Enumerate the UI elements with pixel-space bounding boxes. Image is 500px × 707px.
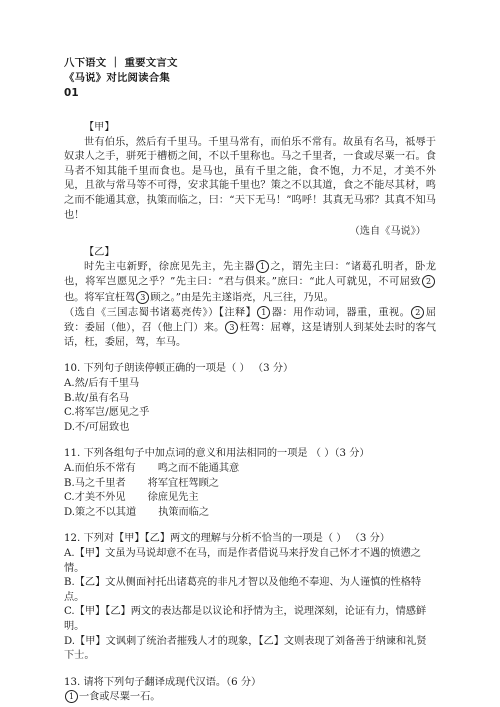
yi-text-1: 时先主屯新野，徐庶见先主，先主器 [84, 261, 255, 273]
option-d-left: D.策之不以其道 [64, 506, 137, 518]
question-12 [64, 532, 436, 663]
option-b-left: B.马之千里者 [64, 477, 126, 489]
yi-text-4: 顾之。”由是先主遂诣亮，凡三往，乃见。 [150, 292, 334, 304]
note-marker-3: 3 [225, 321, 238, 334]
section-label-yi: 【乙】 [84, 246, 115, 258]
option-b: B.【乙】文从侧面衬托出诸葛亮的非凡才智以及他绝不奉迎、为人谨慎的性格特点。 [64, 577, 422, 603]
yi-passage [64, 260, 436, 305]
question-10 [64, 362, 436, 435]
option-c [64, 491, 436, 506]
option-d [64, 506, 436, 521]
option-b [64, 477, 436, 492]
yi-note-3: 枉驾：屈尊，这是请别人到某处去时的客气话，枉，委屈，驾，车马。 [64, 322, 437, 348]
option-d: D.【甲】文讽刺了统治者摧残人才的现象，【乙】文则表现了刘备善于纳谏和礼贤下士。 [64, 635, 427, 662]
jia-source: （选自《马说》） [349, 226, 426, 238]
option-c: C.将军岂/愿见之乎 [64, 407, 150, 419]
option-a: A.然/后有千里马 [64, 378, 140, 389]
option-c-left: C.才美不外见 [64, 492, 126, 504]
yi-text-2: 之，谓先主曰：“诸葛孔明者，卧龙也，将军岂愿见之乎？”先主曰：“君与俱来。”庶曰：“此人可就见，不可屈致 [64, 261, 436, 288]
yi-note-2: 屈致：委屈（他），召（他上门）来。 [64, 307, 437, 334]
option-a: A.【甲】文虽为马说却意不在马，而是作者借说马来抒发自己怀才不遇的愤懑之情。 [64, 547, 421, 574]
option-a-left: A.而伯乐不常有 [64, 462, 136, 474]
option-b-right: 将军宜枉驾顾之 [147, 477, 219, 489]
jia-passage: 世有伯乐，然后有千里马。千里马常有，而伯乐不常有。故虽有名马，祗辱于奴隶人之手，骈死于槽枥之间，不以千里称也。马之千里者，一食或尽粟一石。食马者不知其能千里而食也。是马也，虽有千里之能，食不饱，力不足，才美不外见，且欲与常马等不可得，安求其能千里也？策之不以其道，食之不能尽其材，鸣之而不能通其意，执策而临之，曰：“天下无马！”呜呼！其真无马邪？其真不知马也！ [64, 136, 436, 221]
note-marker-2: 2 [411, 306, 424, 319]
option-c: C.【甲】【乙】两文的表达都是以议论和抒情为主，说理深刻，论证有力，情感鲜明。 [64, 606, 427, 632]
yi-note-source: （选自《三国志蜀书诸葛亮传》）【注释】 [64, 307, 257, 319]
note-marker-1: 1 [256, 260, 269, 273]
option-c-right: 徐庶见先主 [147, 492, 199, 504]
doc-header-subject: 八下语文 ｜ 重要文言文 [64, 57, 178, 69]
option-a [64, 462, 436, 477]
item-marker: 1 [65, 690, 78, 703]
question-stem: 11. 下列各组句子中加点词的意义和用法相同的一项是 （ ）（3 分） [64, 448, 370, 460]
option-b: B.故/虽有名马 [64, 392, 130, 404]
translation-item [64, 690, 436, 705]
translation-sentence: 一食或尽粟一石。 [79, 691, 161, 703]
doc-header-number: 01 [64, 87, 79, 99]
doc-header-title: 《马说》对比阅读合集 [64, 72, 170, 84]
note-marker-1: 1 [257, 306, 270, 319]
question-13 [64, 676, 436, 706]
note-marker-3: 3 [136, 291, 149, 304]
question-stem: 12. 下列对【甲】【乙】两文的理解与分析不恰当的一项是（ ） （3 分） [64, 533, 390, 545]
note-marker-2: 2 [422, 275, 435, 288]
option-a-right: 鸣之而不能通其意 [157, 462, 240, 474]
section-label-jia: 【甲】 [84, 122, 115, 133]
question-stem: 13. 请将下列句子翻译成现代汉语。（6 分） [64, 676, 262, 688]
yi-note-1: 器：用作动词，器重，重视。 [271, 307, 411, 319]
yi-text-3: 也。将军宜枉驾 [64, 292, 136, 304]
option-d-right: 执策而临之 [158, 506, 210, 518]
question-11 [64, 447, 436, 520]
question-stem: 10. 下列句子朗读停顿正确的一项是（ ） （3 分） [64, 363, 294, 375]
option-d: D.不/可屈致也 [64, 421, 130, 433]
yi-notes [64, 306, 436, 351]
